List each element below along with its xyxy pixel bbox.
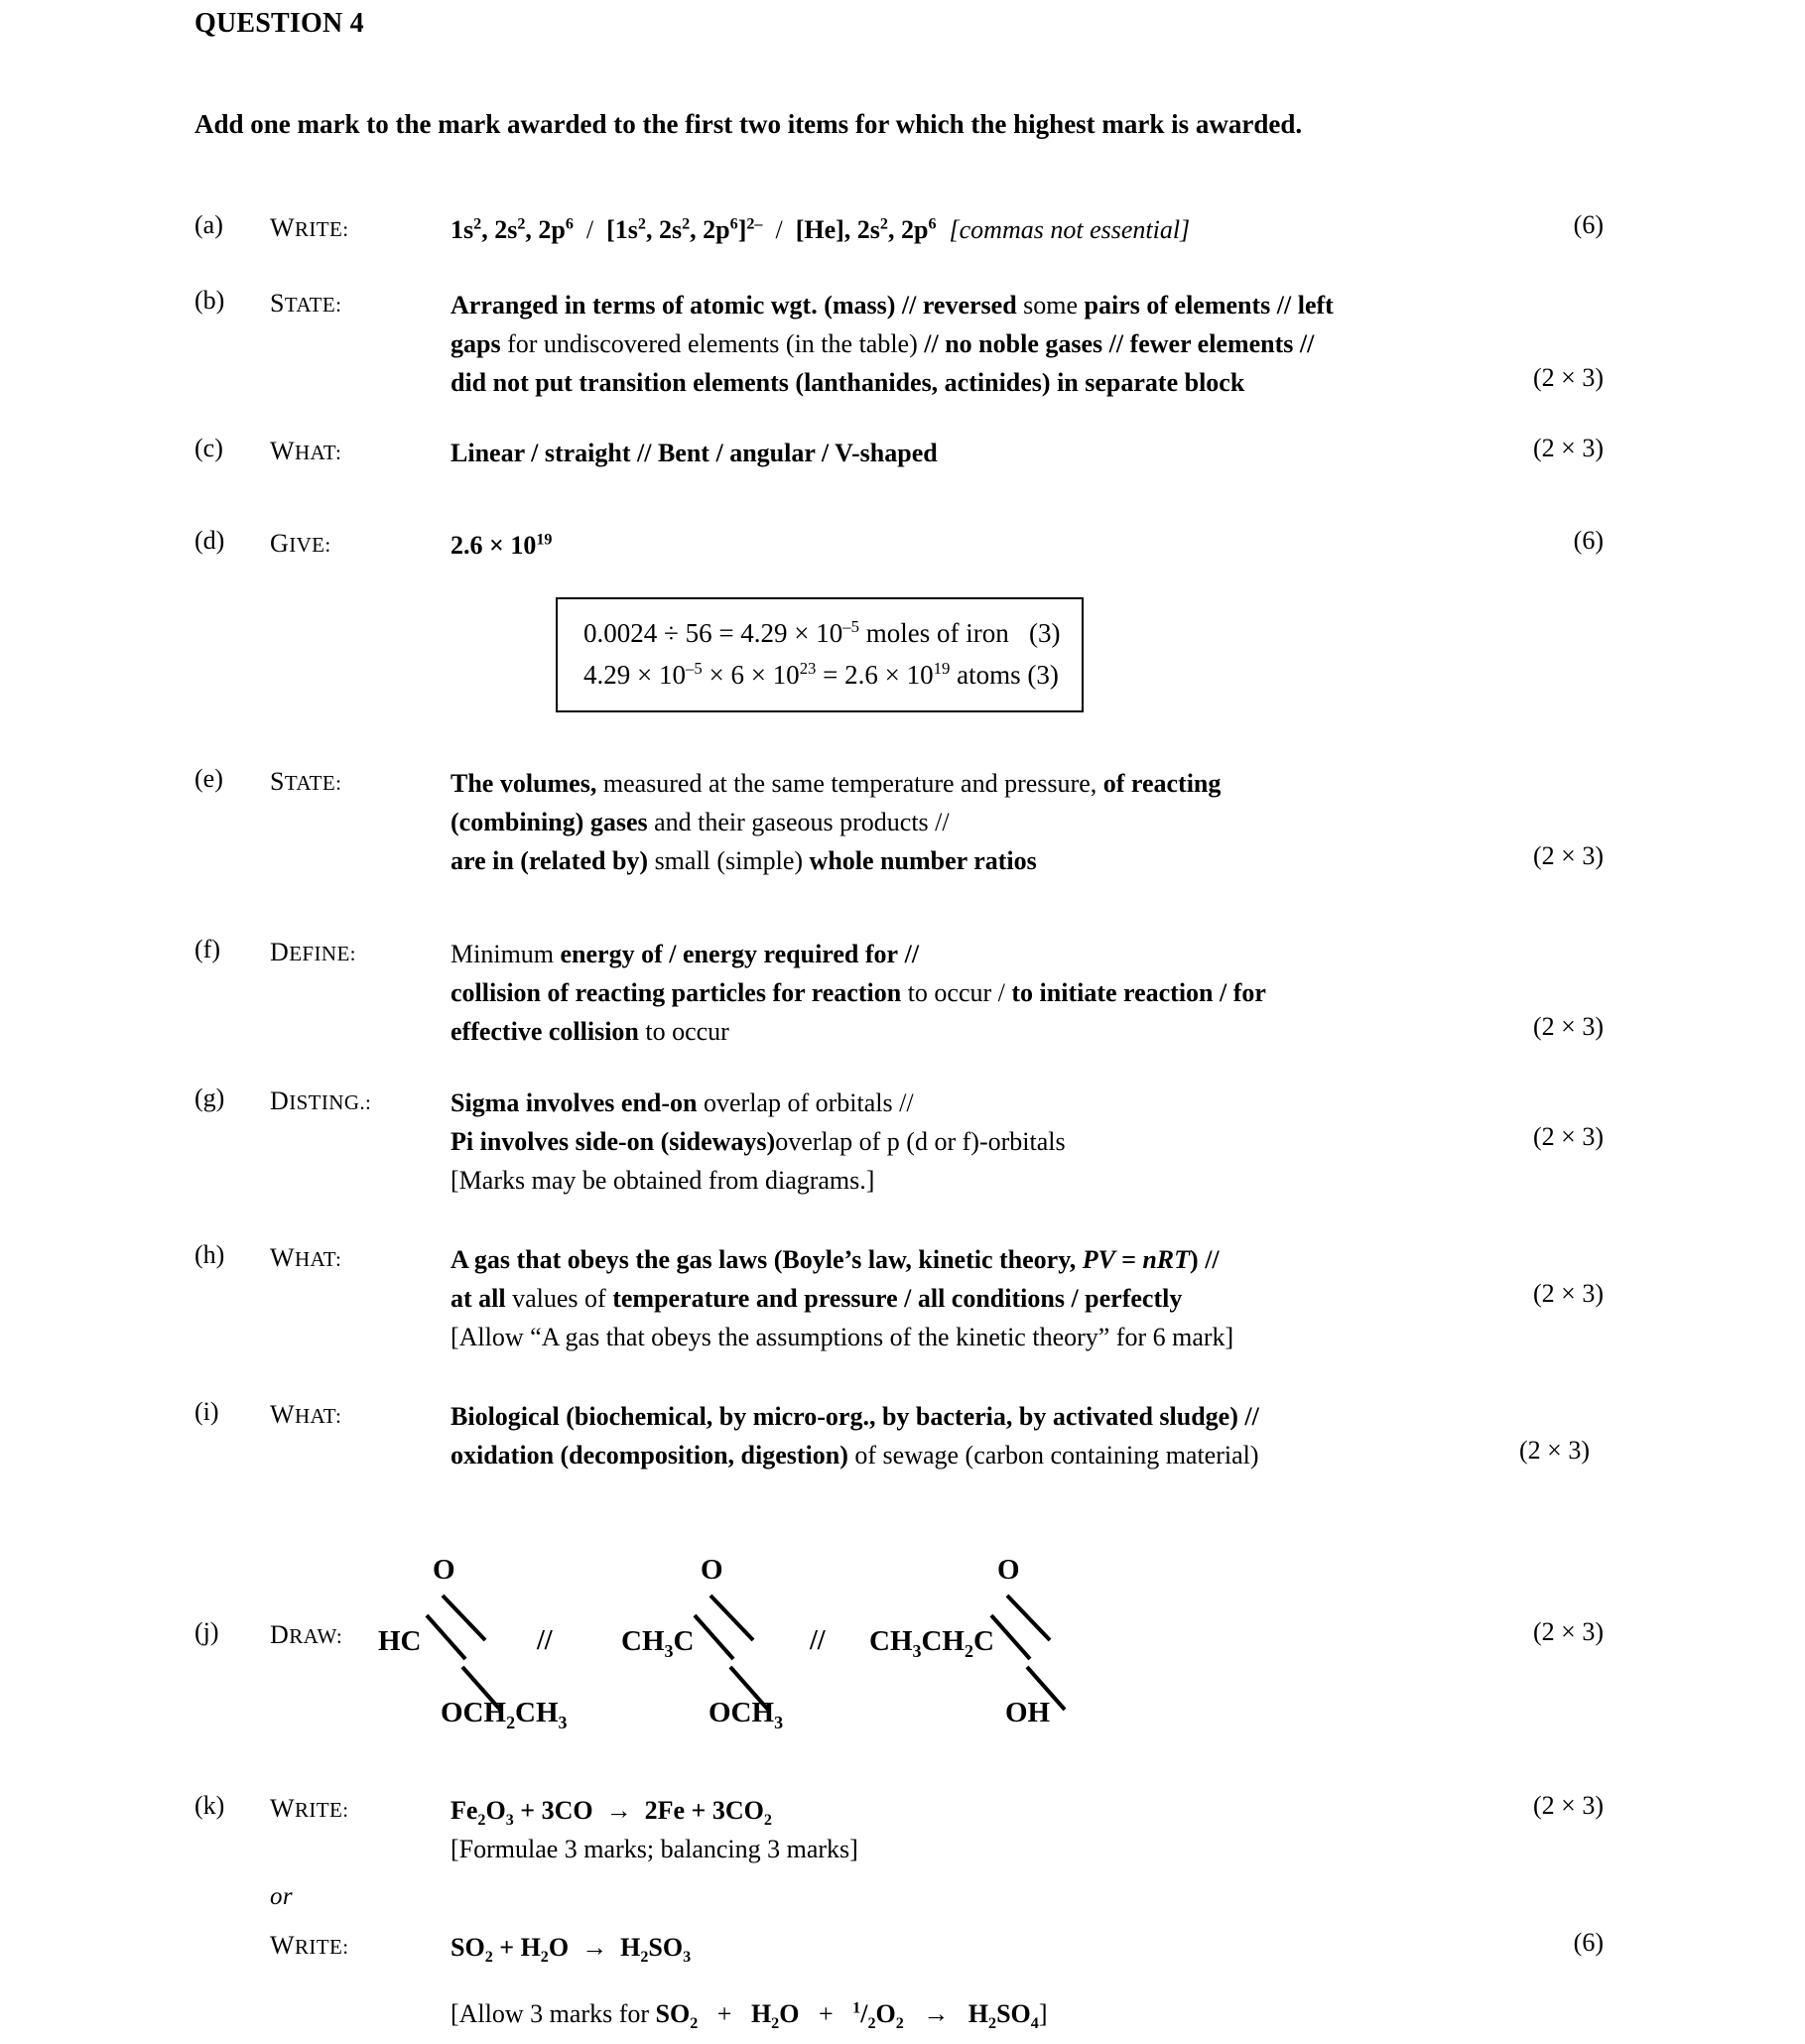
part-b-label: (b) bbox=[194, 286, 225, 315]
page-title: QUESTION 4 bbox=[194, 8, 364, 39]
part-h-answer: A gas that obeys the gas laws (Boyle’s law, kinetic theory, PV = nRT) // at all values of temperature and pressure / all conditions / perfectly [Allow “A gas that obeys the assumptions of the kinetic theory” for 6 mark] bbox=[451, 1245, 1234, 1351]
part-d-marks: (6) bbox=[1573, 526, 1604, 555]
part-a-label: (a) bbox=[194, 210, 223, 239]
part-c-text: Linear / straight // Bent / angular / V-shaped bbox=[451, 439, 938, 467]
part-h-label: (h) bbox=[194, 1240, 225, 1269]
part-g-verb: DISTING.: bbox=[270, 1086, 372, 1115]
calc-line-2: $4.29 \times 10^{-5} \times 6 \times 10^{23} = 2.6 \times 10^{19}$ atoms (3) bbox=[583, 659, 1059, 690]
structure-2-left-group: $CH_3C$ bbox=[621, 1625, 695, 1661]
part-a-marks: (6) bbox=[1573, 210, 1604, 239]
part-h-marks: (2 × 3) bbox=[1533, 1279, 1604, 1308]
part-k-equation-2-block bbox=[451, 1928, 1621, 1967]
part-i-marks: (2 × 3) bbox=[1519, 1436, 1590, 1465]
part-b-answer: Arranged in terms of atomic wgt. (mass) // reversed some pairs of elements // left gaps for undiscovered elements (in the table) // no noble gases // fewer elements // did not put transition elements (lanthanides, actinides) in separate block bbox=[451, 291, 1334, 397]
part-i-label: (i) bbox=[194, 1397, 219, 1426]
part-e-marks: (2 × 3) bbox=[1533, 841, 1604, 870]
structure-1-ester-group: $OCH_2CH_3$ bbox=[441, 1697, 568, 1732]
part-b-verb: STATE: bbox=[270, 289, 342, 318]
part-c-answer bbox=[451, 434, 1621, 472]
structure-separator-2: // bbox=[810, 1625, 826, 1656]
part-a-answer: $1s^2$, $2s^2$, $2p^6 / [1s^2$, $2s^2$, $2p^6]^{2-} / [He]$, $2s^2$, $2p^6$ [commas not essential] bbox=[451, 215, 1191, 244]
structure-1-left-group: HC bbox=[378, 1625, 422, 1657]
part-c-label: (c) bbox=[194, 434, 223, 462]
part-f-verb: DEFINE: bbox=[270, 938, 356, 966]
part-c-verb: WHAT: bbox=[270, 437, 342, 465]
part-d-label: (d) bbox=[194, 526, 225, 555]
part-k-or-label: or bbox=[270, 1883, 294, 1910]
part-f-marks: (2 × 3) bbox=[1533, 1012, 1604, 1041]
part-k-equation-1-block bbox=[451, 1791, 1621, 1868]
part-g-label: (g) bbox=[194, 1084, 225, 1112]
structure-2-ester-group: $OCH_3$ bbox=[709, 1697, 784, 1732]
structure-3-hydroxyl-group: OH bbox=[1005, 1697, 1051, 1728]
part-j-structures bbox=[194, 1548, 1604, 1766]
part-k-equation-1: $Fe_2O_3 + 3CO \to 2Fe + 3CO_2$ bbox=[451, 1796, 772, 1830]
marking-instruction: Add one mark to the mark awarded to the first two items for which the highest mark is awarded. bbox=[194, 109, 1303, 139]
part-e-answer: The volumes, measured at the same temperature and pressure, of reacting (combining) gases and their gaseous products // are in (related by) small (simple) whole number ratios bbox=[451, 769, 1222, 875]
part-a-note: [commas not essential] bbox=[949, 215, 1191, 244]
part-d-working-box bbox=[556, 597, 1084, 712]
part-k-verb-1: WRITE: bbox=[270, 1794, 349, 1823]
part-h-verb: WHAT: bbox=[270, 1243, 342, 1272]
part-k-marks-1: (2 × 3) bbox=[1533, 1791, 1604, 1820]
structure-3-carbonyl-oxygen: O bbox=[997, 1554, 1020, 1586]
part-k-equation-2-note: [Allow 3 marks for $SO_2 + H_2O + ^1/_2O_2 \to H_2SO_4$] bbox=[451, 1999, 1048, 2033]
part-k-verb-2: WRITE: bbox=[270, 1931, 349, 1960]
part-d-answer: $2.6 \times 10^{19}$ bbox=[451, 531, 553, 560]
part-i-answer: Biological (biochemical, by micro-org., by bacteria, by activated sludge) // oxidation (decomposition, digestion) of sewage (carbon containing material) bbox=[451, 1402, 1259, 1469]
part-j-marks: (2 × 3) bbox=[1533, 1617, 1604, 1646]
part-k-label: (k) bbox=[194, 1791, 225, 1820]
part-f-label: (f) bbox=[194, 935, 220, 963]
part-j-verb: DRAW: bbox=[270, 1620, 343, 1649]
part-b-marks: (2 × 3) bbox=[1533, 363, 1604, 392]
part-g-answer: Sigma involves end-on overlap of orbitals // Pi involves side-on (sideways)overlap of p (d or f)-orbitals [Marks may be obtained from diagrams.] bbox=[451, 1088, 1066, 1195]
part-j-label: (j) bbox=[194, 1617, 219, 1646]
part-e-label: (e) bbox=[194, 764, 223, 793]
structure-2-carbonyl-oxygen: O bbox=[701, 1554, 723, 1586]
part-k-equation-1-note: [Formulae 3 marks; balancing 3 marks] bbox=[451, 1835, 858, 1863]
structure-1-carbonyl-oxygen: O bbox=[433, 1554, 455, 1586]
part-a-verb: WRITE: bbox=[270, 213, 349, 242]
part-d-verb: GIVE: bbox=[270, 529, 331, 558]
part-c-marks: (2 × 3) bbox=[1533, 434, 1604, 462]
calc-line-1: $0.0024 \div 56 = 4.29 \times 10^{-5}$ moles of iron (3) bbox=[583, 617, 1061, 648]
structure-3-left-group: $CH_3CH_2C$ bbox=[869, 1625, 994, 1661]
part-k-equation-2: $SO_2 + H_2O \to H_2SO_3$ bbox=[451, 1933, 692, 1967]
part-k-marks-2: (6) bbox=[1573, 1928, 1604, 1957]
part-f-answer: Minimum energy of / energy required for // collision of reacting particles for reaction to occur / to initiate reaction / for effective collision to occur bbox=[451, 940, 1266, 1046]
part-e-verb: STATE: bbox=[270, 767, 342, 796]
part-g-marks: (2 × 3) bbox=[1533, 1122, 1604, 1151]
structure-separator-1: // bbox=[537, 1625, 553, 1656]
part-i-verb: WHAT: bbox=[270, 1400, 342, 1429]
